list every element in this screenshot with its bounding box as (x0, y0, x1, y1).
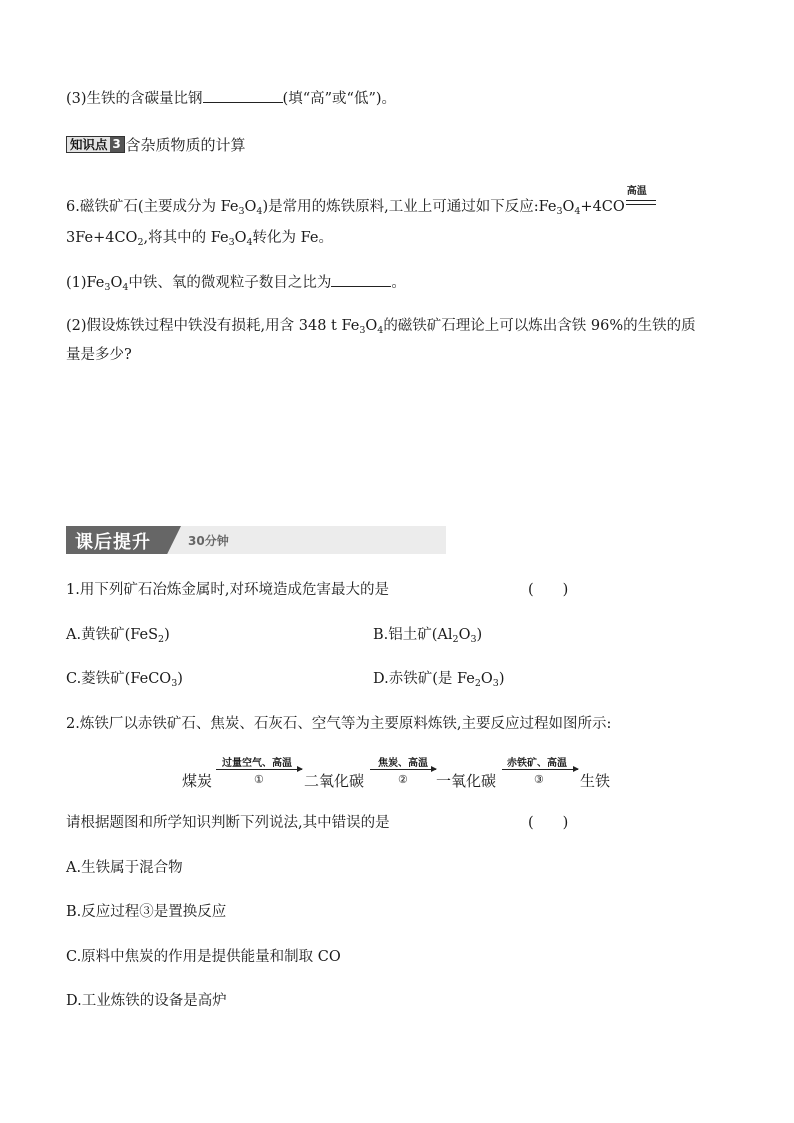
subscript: 3 (470, 634, 477, 645)
q2-option-a[interactable]: A.生铁属于混合物 (66, 860, 183, 876)
section-time: 30分钟 (188, 534, 229, 548)
subscript: 2 (474, 678, 481, 689)
subscript: 4 (122, 282, 129, 293)
subscript: 3 (492, 678, 499, 689)
subscript: 4 (377, 325, 384, 336)
knowledge-point-badge (66, 136, 125, 153)
flow-condition-1: 过量空气、高温 (222, 758, 292, 769)
q6-text: (2)假设炼铁过程中铁没有损耗,用含 348 t Fe (66, 318, 360, 334)
option-text: O (458, 627, 471, 643)
q6-text: 3Fe+4CO (66, 230, 138, 246)
q6-text: O (562, 199, 575, 215)
subscript: 2 (137, 237, 144, 248)
option-text: B.铝土矿(Al (373, 627, 453, 643)
q2-question: 请根据题图和所学知识判断下列说法,其中错误的是 (66, 815, 390, 831)
q6-text: O (365, 318, 378, 334)
subscript: 2 (158, 634, 165, 645)
knowledge-point-title: 含杂质物质的计算 (125, 135, 246, 154)
q6-text: 。 (391, 275, 406, 291)
subscript: 3 (556, 206, 563, 217)
knowledge-point-number: 3 (110, 137, 124, 152)
subscript: 3 (238, 206, 245, 217)
q1-option-b[interactable] (373, 625, 482, 645)
q6-text: O (234, 230, 247, 246)
subscript: 4 (256, 206, 263, 217)
q6-text: ,将其中的 Fe (143, 230, 229, 246)
subscript: 3 (359, 325, 366, 336)
q1-option-c[interactable] (66, 669, 183, 689)
flow-arrow-3 (502, 769, 578, 770)
flow-step-1: ① (254, 773, 264, 786)
q2-option-c[interactable]: C.原料中焦炭的作用是提供能量和制取 CO (66, 949, 341, 965)
flow-step-3: ③ (534, 773, 544, 786)
subscript: 2 (452, 634, 459, 645)
q5-part3 (66, 87, 396, 109)
option-text: C.菱铁矿(FeCO (66, 671, 172, 687)
q6-text: +4CO (580, 199, 625, 215)
subscript: 4 (574, 206, 581, 217)
option-text: ) (476, 627, 483, 643)
q5-part3-suffix: (填“高”或“低”)。 (282, 91, 397, 107)
q6-text: (1)Fe (66, 275, 105, 291)
q6-text: 6.磁铁矿石(主要成分为 Fe (66, 199, 239, 215)
flow-node-pig-iron: 生铁 (580, 772, 611, 790)
reaction-condition-label: 高温 (626, 186, 647, 197)
q2-answer-paren[interactable]: ( ) (528, 815, 569, 831)
subscript: 4 (246, 237, 253, 248)
q2-stem: 2.炼铁厂以赤铁矿石、焦炭、石灰石、空气等为主要原料炼铁,主要反应过程如图所示: (66, 716, 612, 732)
subscript: 3 (104, 282, 111, 293)
q6-text: )是常用的炼铁原料,工业上可通过如下反应:Fe (262, 199, 557, 215)
flow-condition-2: 焦炭、高温 (378, 758, 428, 769)
flow-node-coal: 煤炭 (182, 772, 213, 790)
flow-arrow-1 (216, 769, 302, 770)
section-title: 课后提升 (75, 532, 151, 553)
flow-condition-3: 赤铁矿、高温 (507, 758, 567, 769)
option-text: D.赤铁矿(是 Fe (373, 671, 475, 687)
q6-part2-line2: 量是多少? (66, 347, 132, 363)
answer-blank[interactable] (331, 271, 391, 287)
reaction-condition (625, 186, 657, 217)
process-flow-diagram (182, 752, 612, 792)
q1-answer-paren[interactable]: ( ) (528, 582, 569, 598)
knowledge-point-label: 知识点 (70, 137, 108, 152)
option-text: A.黄铁矿(FeS (66, 627, 159, 643)
subscript: 3 (228, 237, 235, 248)
q6-intro-line2 (66, 228, 333, 248)
knowledge-point-header (66, 134, 246, 154)
q1-stem: 1.用下列矿石冶炼金属时,对环境造成危害最大的是 (66, 582, 389, 598)
q6-part1 (66, 271, 406, 293)
option-text: O (480, 671, 493, 687)
flow-arrow-2 (370, 769, 436, 770)
q6-text: 转化为 Fe。 (252, 230, 334, 246)
option-text: ) (498, 671, 505, 687)
option-text: ) (177, 671, 183, 687)
flow-node-co2: 二氧化碳 (304, 772, 365, 790)
q6-text: O (110, 275, 123, 291)
flow-step-2: ② (398, 773, 408, 786)
q5-part3-prefix: (3)生铁的含碳量比钢 (66, 91, 203, 107)
option-text: ) (164, 627, 170, 643)
q6-part2-line1 (66, 316, 696, 336)
flow-node-co: 一氧化碳 (436, 772, 497, 790)
answer-blank[interactable] (203, 87, 283, 103)
section-banner (66, 526, 446, 554)
q6-text: O (244, 199, 257, 215)
q2-option-d[interactable]: D.工业炼铁的设备是高炉 (66, 993, 227, 1009)
q6-intro-line1 (66, 186, 657, 217)
subscript: 3 (171, 678, 178, 689)
q2-option-b[interactable]: B.反应过程③是置换反应 (66, 904, 227, 920)
q1-option-d[interactable] (373, 669, 505, 689)
q6-text: 中铁、氧的微观粒子数目之比为 (128, 275, 332, 291)
q6-text: 的磁铁矿石理论上可以炼出含铁 96%的生铁的质 (383, 318, 696, 334)
q1-option-a[interactable] (66, 625, 170, 645)
